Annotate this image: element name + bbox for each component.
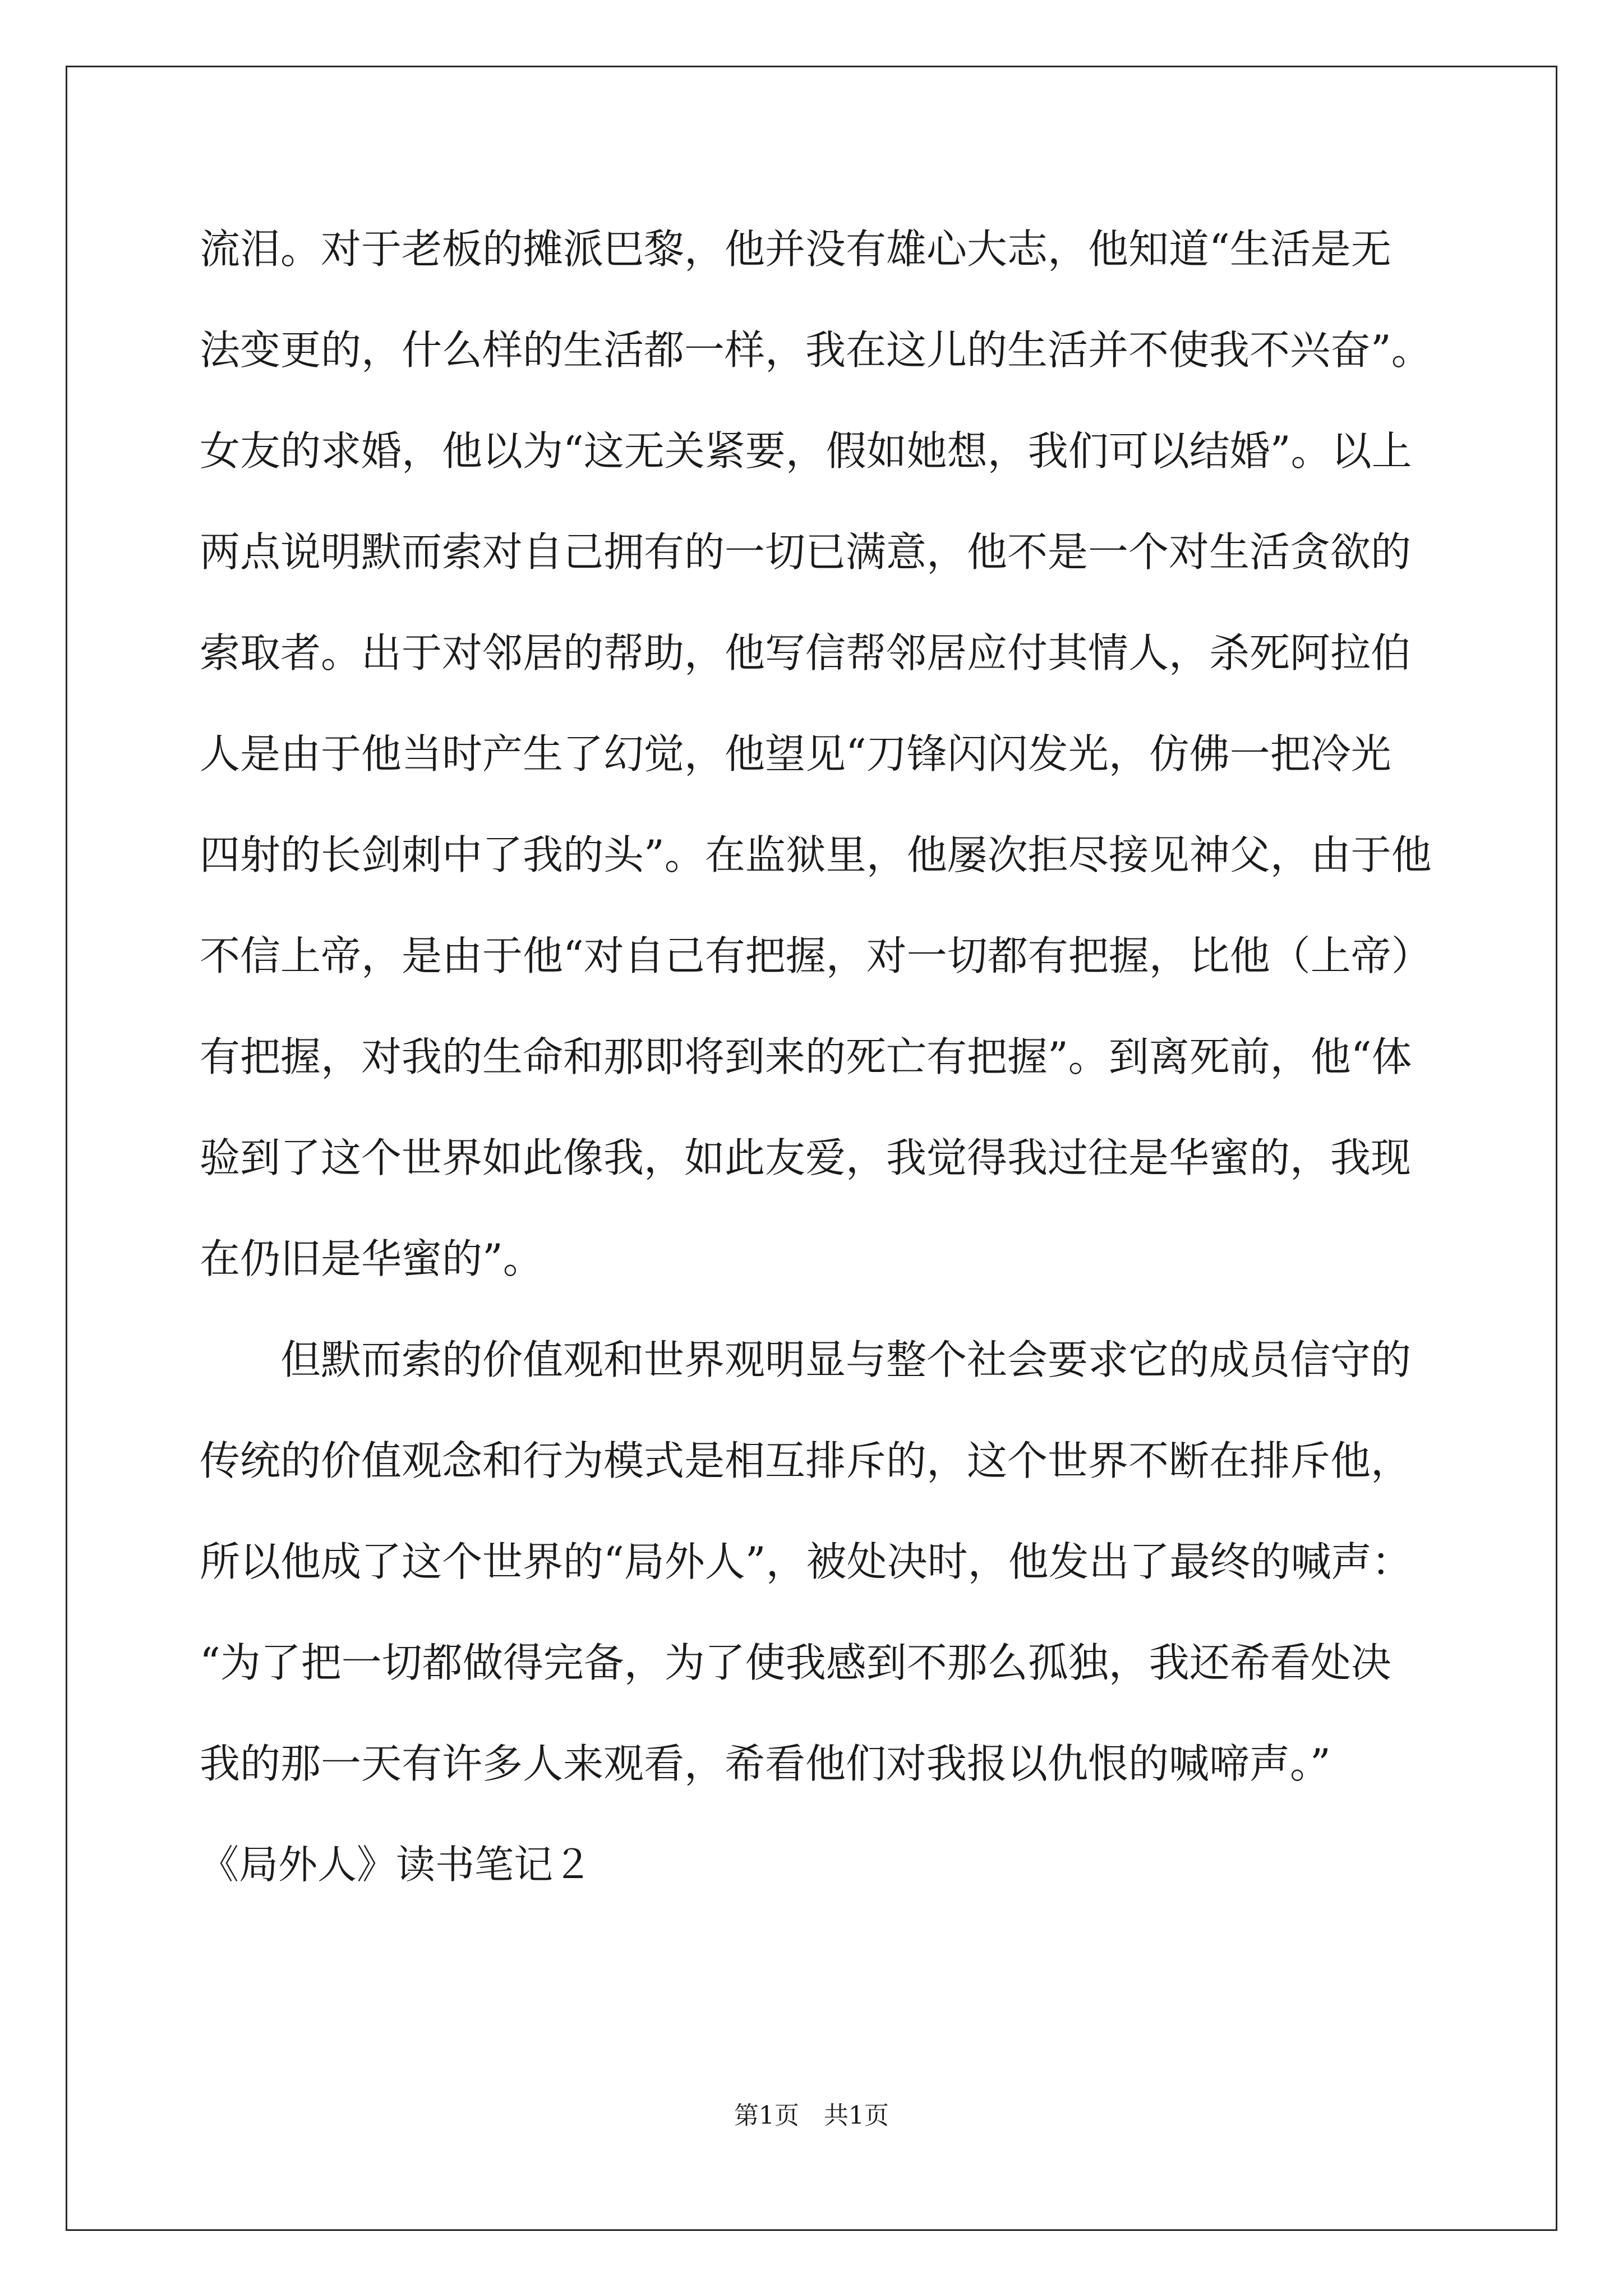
text-line-4: 两点说明默而索对自己拥有的一切已满意，他不是一个对生活贪欲的	[200, 528, 1412, 576]
page-footer: 第1页 共1页	[734, 2101, 889, 2130]
section-heading: 《局外人》读书笔记２	[200, 1842, 592, 1888]
text-line-9: 有把握，对我的生命和那即将到来的死亡有把握”。到离死前，他“体	[200, 1033, 1412, 1080]
text-line-8: 不信上帝，是由于他“对自己有把握，对一切都有把握，比他（上帝）	[200, 932, 1432, 979]
text-line-16: 我的那一天有许多人来观看，希看他们对我报以仇恨的喊啼声。”	[200, 1740, 1331, 1787]
text-line-3: 女友的求婚，他以为“这无关紧要，假如她想，我们可以结婚”。以上	[200, 427, 1412, 475]
text-line-2: 法变更的，什么样的生活都一样，我在这儿的生活并不使我不兴奋”。	[200, 326, 1432, 374]
text-line-14: 所以他成了这个世界的“局外人”，被处决时，他发出了最终的喊声：	[200, 1538, 1412, 1585]
text-line-1: 流泪。对于老板的摊派巴黎，他并没有雄心大志，他知道“生活是无	[200, 226, 1391, 273]
text-line-7: 四射的长剑刺中了我的头”。在监狱里，他屡次拒尽接见神父，由于他	[200, 831, 1432, 878]
text-line-13: 传统的价值观念和行为模式是相互排斥的，这个世界不断在排斥他，	[200, 1437, 1412, 1484]
text-line-6: 人是由于他当时产生了幻觉，他望见“刀锋闪闪发光，仿佛一把冷光	[200, 730, 1391, 777]
text-line-11: 在仍旧是华蜜的”。	[200, 1235, 543, 1282]
text-line-12: 但默而索的价值观和世界观明显与整个社会要求它的成员信守的	[200, 1336, 1412, 1383]
text-line-5: 索取者。出于对邻居的帮助，他写信帮邻居应付其情人，杀死阿拉伯	[200, 629, 1412, 677]
text-line-15: “为了把一切都做得完备，为了使我感到不那么孤独，我还希看处决	[200, 1639, 1391, 1686]
text-line-10: 验到了这个世界如此像我，如此友爱，我觉得我过往是华蜜的，我现	[200, 1134, 1412, 1181]
